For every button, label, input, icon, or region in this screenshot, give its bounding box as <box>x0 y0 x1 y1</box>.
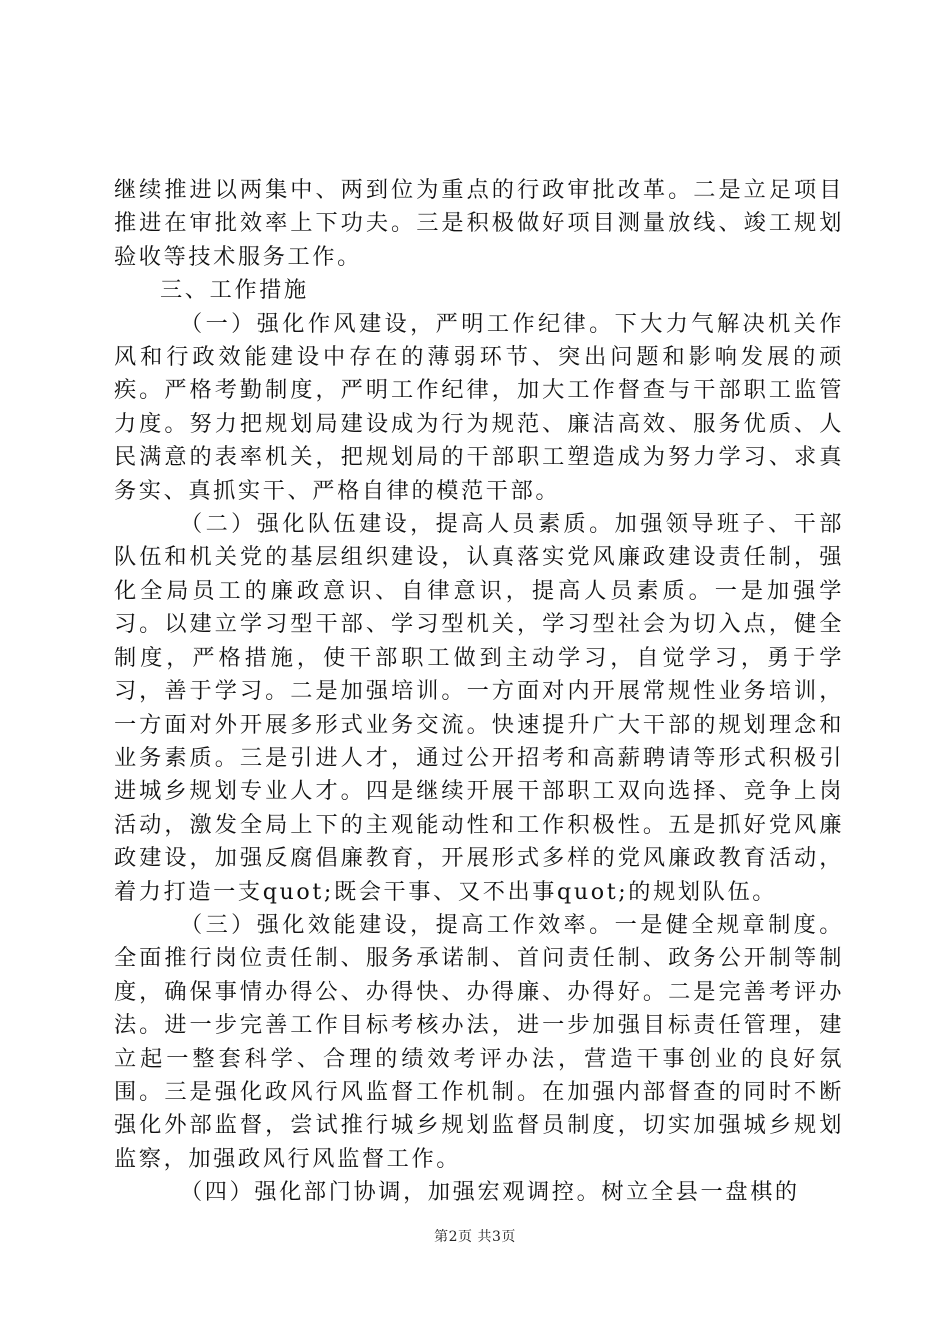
paragraph-continuation: 继续推进以两集中、两到位为重点的行政审批改革。二是立足项目推进在审批效率上下功夫。三是积极做好项目测量放线、竣工规划验收等技术服务工作。 <box>114 177 844 270</box>
paragraph-measure-1: （一）强化作风建设，严明工作纪律。下大力气解决机关作风和行政效能建设中存在的薄弱环节、突出问题和影响发展的顽疾。严格考勤制度，严明工作纪律，加大工作督查与干部职工监管力度。努力把规划局建设成为行为规范、廉洁高效、服务优质、人民满意的表率机关，把规划局的干部职工塑造成为努力学习、求真务实、真抓实干、严格自律的模范干部。 <box>114 310 844 504</box>
section-heading: 三、工作措施 <box>160 277 309 304</box>
paragraph-measure-2: （二）强化队伍建设，提高人员素质。加强领导班子、干部队伍和机关党的基层组织建设，认真落实党风廉政建设责任制，强化全局员工的廉政意识、自律意识，提高人员素质。一是加强学习。以建立学习型干部、学习型机关，学习型社会为切入点，健全制度，严格措施，使干部职工做到主动学习，自觉学习，勇于学习，善于学习。二是加强培训。一方面对内开展常规性业务培训，一方面对外开展多形式业务交流。快速提升广大干部的规划理念和业务素质。三是引进人才，通过公开招考和高薪聘请等形式积极引进城乡规划专业人才。四是继续开展干部职工双向选择、竞争上岗活动，激发全局上下的主观能动性和工作积极性。五是抓好党风廉政建设，加强反腐倡廉教育，开展形式多样的党风廉政教育活动，着力打造一支quot;既会干事、又不出事quot;的规划队伍。 <box>114 511 844 905</box>
paragraph-measure-4: （四）强化部门协调，加强宏观调控。树立全县一盘棋的 <box>180 1179 800 1206</box>
page-footer: 第2页 共3页 <box>434 1229 516 1245</box>
paragraph-measure-3: （三）强化效能建设，提高工作效率。一是健全规章制度。全面推行岗位责任制、服务承诺制、首问责任制、政务公开制等制度，确保事情办得公、办得快、办得廉、办得好。二是完善考评办法。进一步完善工作目标考核办法，进一步加强目标责任管理，建立起一整套科学、合理的绩效考评办法，营造干事创业的良好氛围。三是强化政风行风监督工作机制。在加强内部督查的同时不断强化外部监督，尝试推行城乡规划监督员制度，切实加强城乡规划监察，加强政风行风监督工作。 <box>114 911 844 1172</box>
document-body <box>114 174 844 1210</box>
